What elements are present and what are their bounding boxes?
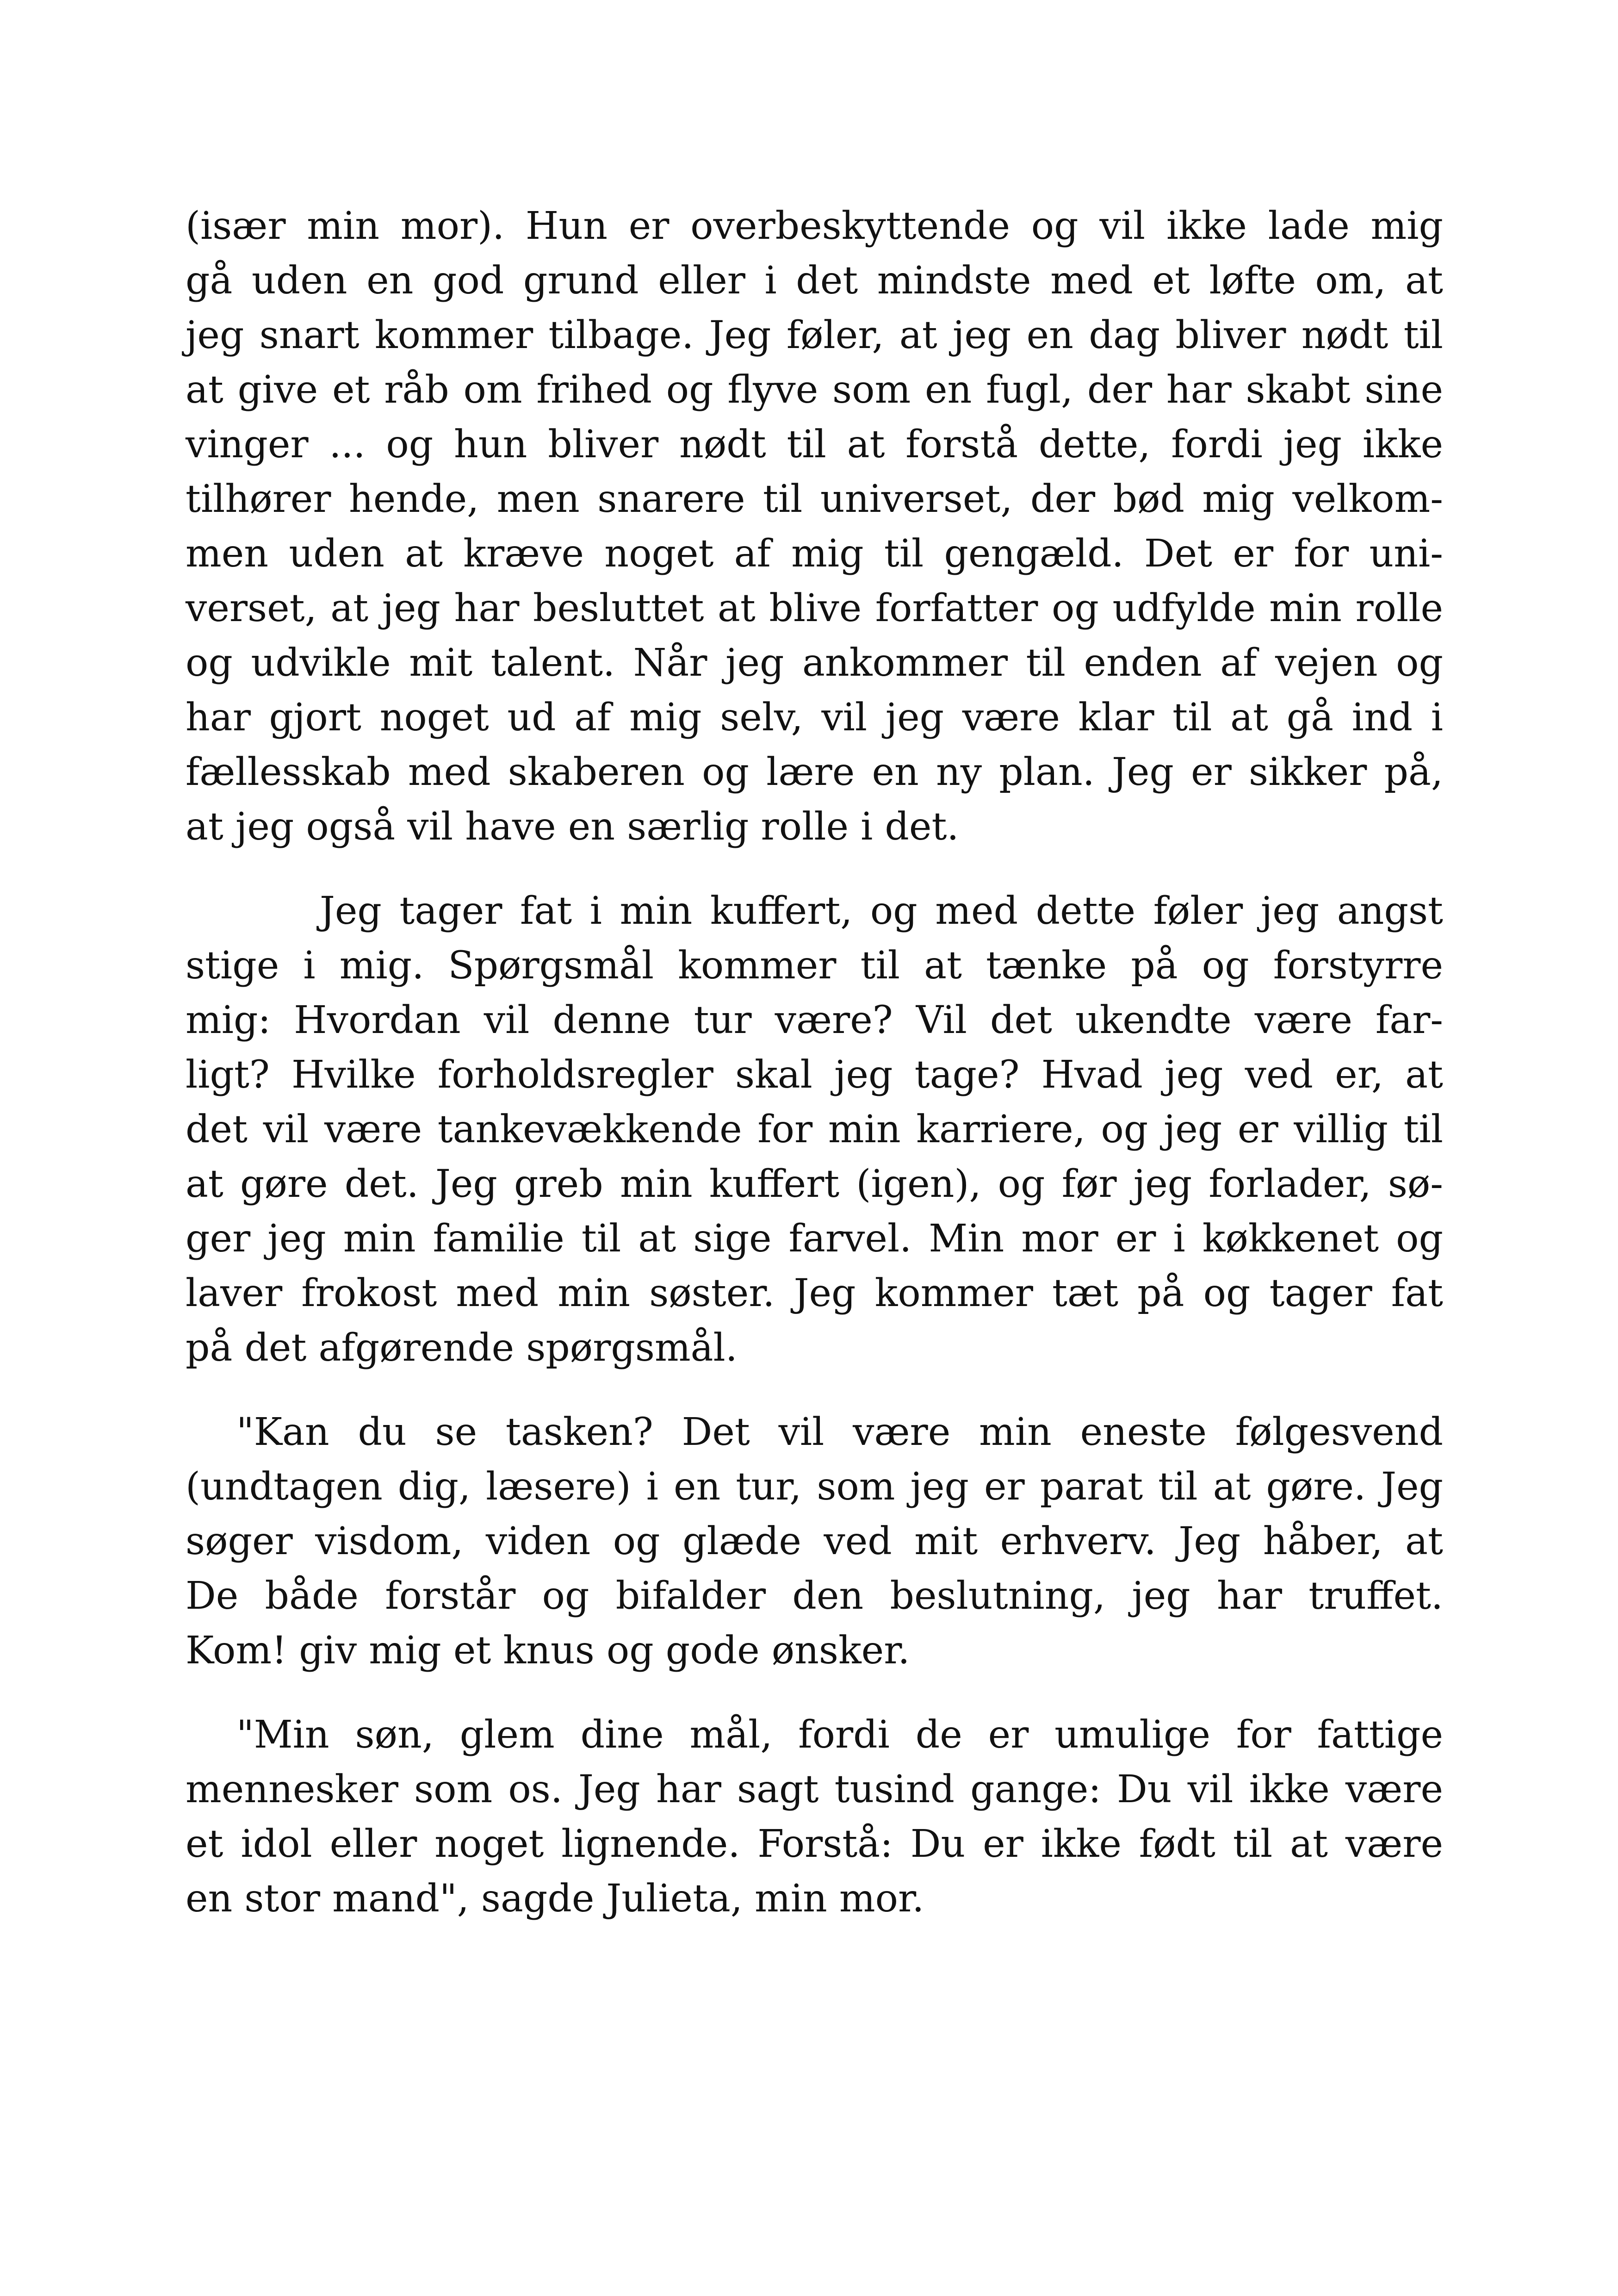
text-line: Kom! giv mig et knus og gode ønsker. xyxy=(186,1629,910,1673)
text-line: en stor mand", sagde Julieta, min mor. xyxy=(186,1877,924,1921)
text-line: stige i mig. Spørgsmål kommer til at tænke på og forstyrre xyxy=(186,944,1443,988)
text-line: det vil være tankevækkende for min karriere, og jeg er villig til xyxy=(186,1108,1443,1151)
text-line: mig: Hvordan vil denne tur være? Vil det ukendte være far- xyxy=(186,998,1443,1042)
text-line: fællesskab med skaberen og lære en ny plan. Jeg er sikker på, xyxy=(186,750,1443,794)
paragraph-4 xyxy=(186,1708,1443,1926)
paragraph-3 xyxy=(186,1405,1443,1678)
text-line: verset, at jeg har besluttet at blive forfatter og udfylde min rolle xyxy=(186,586,1443,630)
text-line: vinger ... og hun bliver nødt til at forstå dette, fordi jeg ikke xyxy=(186,423,1443,467)
text-line: Jeg tager fat i min kuffert, og med dette føler jeg angst xyxy=(320,889,1443,933)
text-line: mennesker som os. Jeg har sagt tusind gange: Du vil ikke være xyxy=(186,1767,1443,1811)
text-line: søger visdom, viden og glæde ved mit erhverv. Jeg håber, at xyxy=(186,1519,1443,1563)
text-line: at jeg også vil have en særlig rolle i det. xyxy=(186,805,959,849)
text-line: og udvikle mit talent. Når jeg ankommer til enden af vejen og xyxy=(186,641,1443,685)
text-line: jeg snart kommer tilbage. Jeg føler, at jeg en dag bliver nødt til xyxy=(186,313,1443,357)
text-line: "Kan du se tasken? Det vil være min eneste følgesvend xyxy=(236,1410,1443,1454)
text-line: "Min søn, glem dine mål, fordi de er umulige for fattige xyxy=(236,1713,1443,1757)
text-line: tilhører hende, men snarere til universet, der bød mig velkom- xyxy=(186,477,1443,521)
text-line: ligt? Hvilke forholdsregler skal jeg tage? Hvad jeg ved er, at xyxy=(186,1053,1443,1097)
text-line: (især min mor). Hun er overbeskyttende og vil ikke lade mig xyxy=(186,204,1443,248)
document-page xyxy=(186,199,1443,1954)
text-line: har gjort noget ud af mig selv, vil jeg være klar til at gå ind i xyxy=(186,696,1443,740)
text-line: ger jeg min familie til at sige farvel. Min mor er i køkkenet og xyxy=(186,1217,1443,1261)
text-line: at give et råb om frihed og flyve som en fugl, der har skabt sine xyxy=(186,368,1443,412)
text-line: De både forstår og bifalder den beslutning, jeg har truffet. xyxy=(186,1574,1443,1618)
text-line: gå uden en god grund eller i det mindste med et løfte om, at xyxy=(186,259,1443,303)
paragraph-1 xyxy=(186,199,1443,854)
paragraph-2 xyxy=(186,884,1443,1375)
text-line: på det afgørende spørgsmål. xyxy=(186,1326,738,1370)
text-line: men uden at kræve noget af mig til gengæld. Det er for uni- xyxy=(186,532,1443,576)
text-line: et idol eller noget lignende. Forstå: Du er ikke født til at være xyxy=(186,1822,1443,1866)
text-line: at gøre det. Jeg greb min kuffert (igen), og før jeg forlader, sø- xyxy=(186,1162,1443,1206)
text-line: laver frokost med min søster. Jeg kommer tæt på og tager fat xyxy=(186,1271,1443,1315)
text-line: (undtagen dig, læsere) i en tur, som jeg er parat til at gøre. Jeg xyxy=(186,1465,1443,1509)
